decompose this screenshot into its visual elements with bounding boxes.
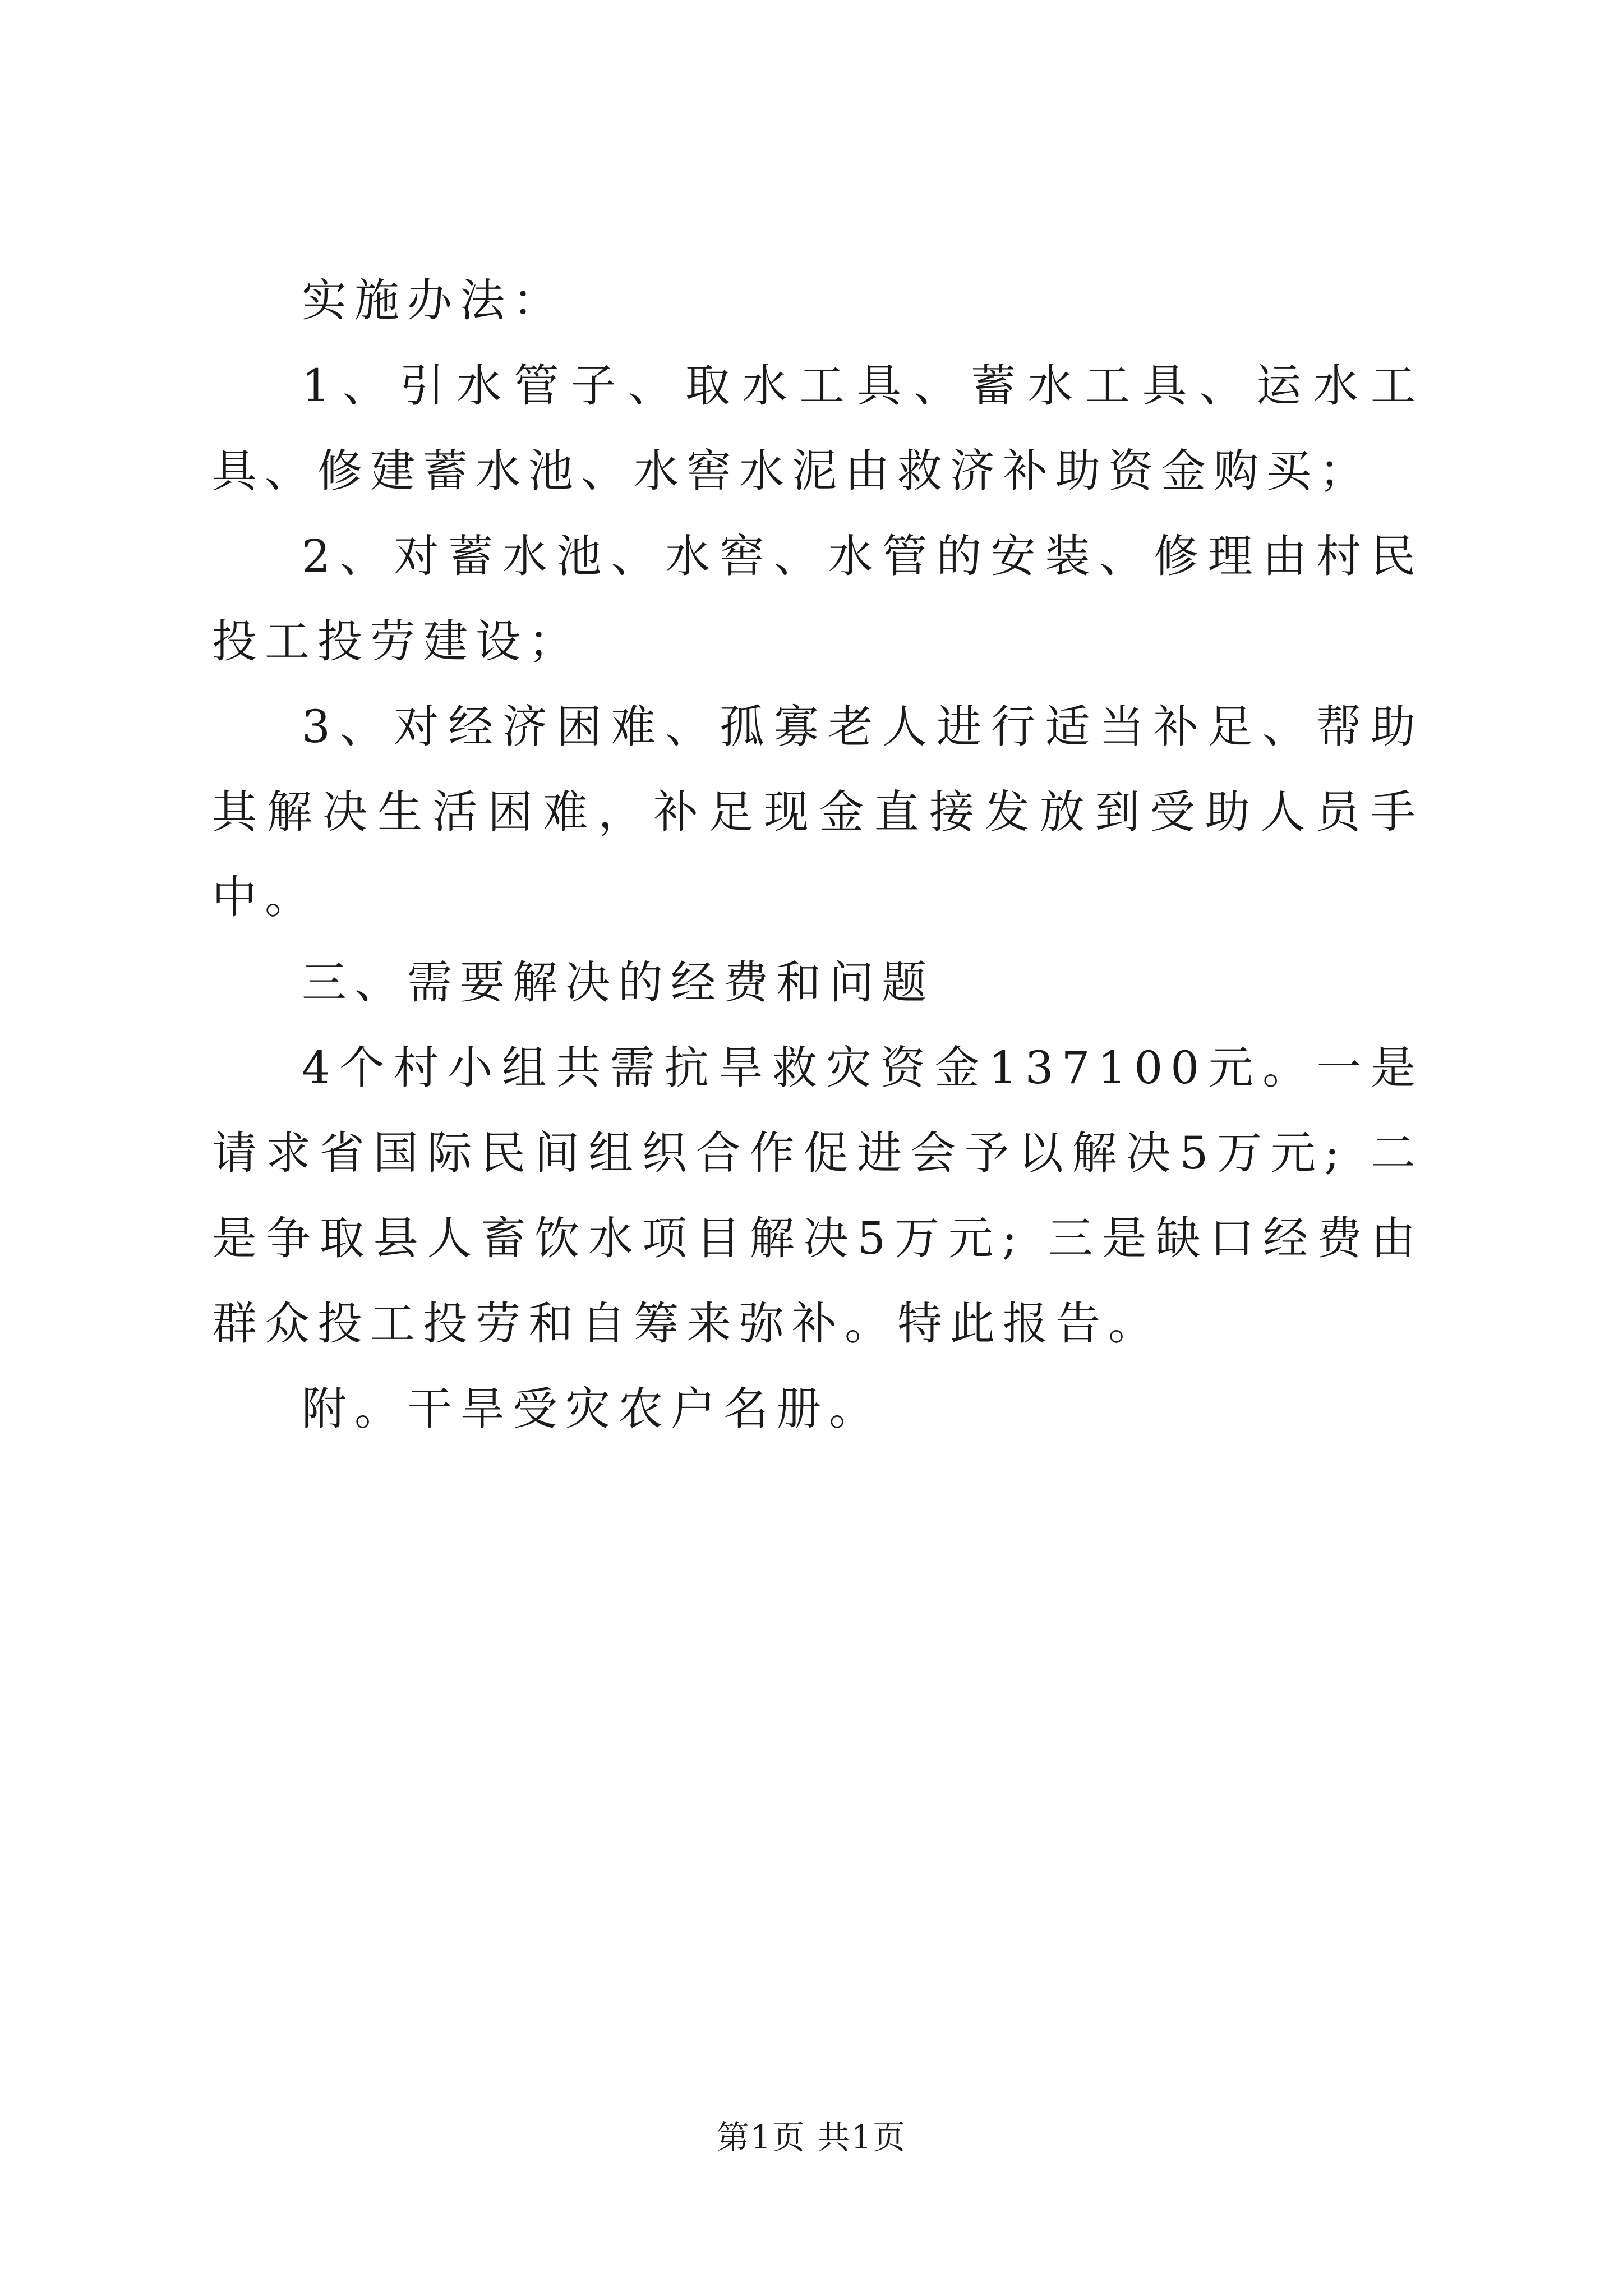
paragraph-item-1: 1、引水管子、取水工具、蓄水工具、运水工具、修建蓄水池、水窖水泥由救济补助资金购买； [212, 360, 1423, 497]
paragraph-item-3: 3、对经济困难、孤寡老人进行适当补足、帮助其解决生活困难，补足现金直接发放到受助人员手中。 [212, 701, 1423, 923]
document-body [212, 258, 1423, 1452]
paragraph-item-2: 2、对蓄水池、水窖、水管的安装、修理由村民投工投劳建设； [212, 530, 1423, 668]
page-footer: 第1页 共1页 [716, 2118, 907, 2156]
paragraph-section-three-heading: 三、需要解决的经费和问题 [302, 956, 934, 1009]
paragraph-attachment: 附。干旱受灾农户名册。 [302, 1383, 882, 1435]
paragraph-funding: 4个村小组共需抗旱救灾资金137100元。一是请求省国际民间组织合作促进会予以解决5万元; 二是争取县人畜饮水项目解决5万元; 三是缺口经费由群众投工投劳和自筹来弥补。特此报告。 [212, 1042, 1423, 1350]
paragraph-implementation-heading: 实施办法： [302, 274, 565, 326]
